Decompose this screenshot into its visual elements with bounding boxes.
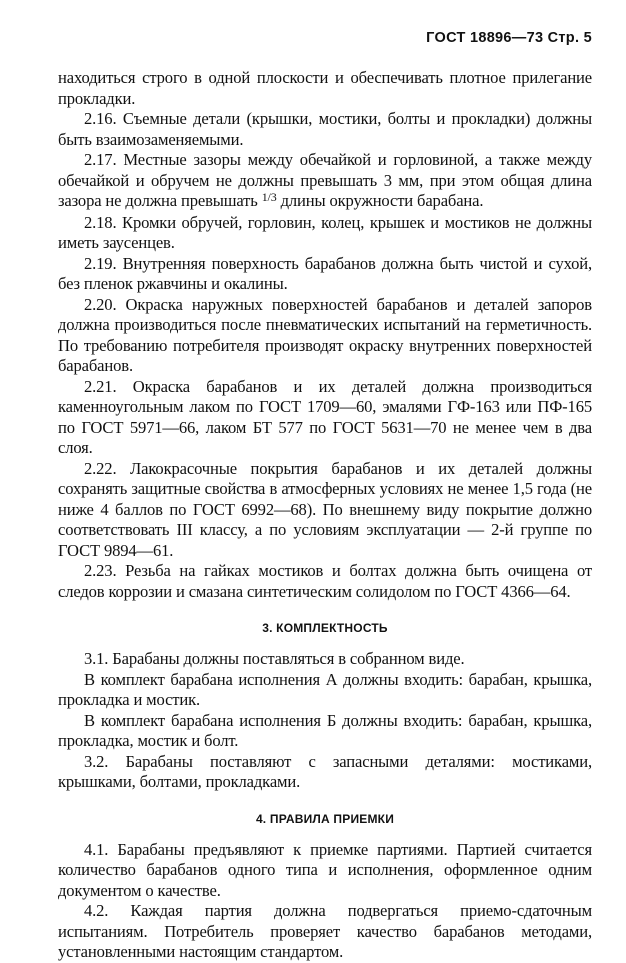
clause-3-1: 3.1. Барабаны должны поставляться в собранном виде. (84, 649, 465, 668)
clause-2-17 (58, 150, 592, 213)
clause-4-2: 4.2. Каждая партия должна подвергаться приемо-сдаточным испытаниям. Потребитель проверяет качество барабанов методами, установленными настоящим стандартом. (58, 901, 592, 961)
clause-2-18: 2.18. Кромки обручей, горловин, колец, крышек и мостиков не должны иметь заусенцев. (58, 212, 592, 252)
section-heading-acceptance: 4. ПРАВИЛА ПРИЕМКИ (255, 811, 395, 826)
page-body (58, 68, 592, 963)
clause-2-17-text-b: длины окружности барабана. (276, 191, 484, 210)
fraction-one-third: 1/3 (261, 190, 277, 205)
running-header: ГОСТ 18896—73 Стр. 5 (426, 30, 592, 46)
clause-2-23: 2.23. Резьба на гайках мостиков и болтах должна быть очищена от следов коррозии и смазана синтетическим солидолом по ГОСТ 4366—64. (58, 561, 592, 601)
clause-2-22: 2.22. Лакокрасочные покрытия барабанов и их деталей должны сохранять защитные свойства в атмосферных условиях не менее 1,5 года (не ниже 4 баллов по ГОСТ 6992—68). По внешнему виду покрытие должно соответствовать III классу, а по условиям эксплуатации — 2-й группе по ГОСТ 9894—61. (58, 458, 592, 560)
clause-2-21: 2.21. Окраска барабанов и их деталей должна производиться каменноугольным лаком по ГОСТ 1709—60, эмалями ГФ-163 или ПФ-165 по ГОСТ 5971—66, лаком БТ 577 по ГОСТ 5631—70 не менее чем в два слоя. (58, 376, 592, 457)
clause-2-17-text-a: 2.17. Местные зазоры между обечайкой и горловиной, а также между обечайкой и обручем не должны превышать 3 мм, при этом общая длина зазора не должна превышать (58, 150, 592, 210)
section-heading-completeness: 3. КОМПЛЕКТНОСТЬ (262, 621, 388, 635)
continued-paragraph: находиться строго в одной плоскости и обеспечивать плотное прилегание прокладки. (58, 68, 592, 108)
clause-3-2: 3.2. Барабаны поставляют с запасными деталями: мостиками, крышками, болтами, прокладками. (58, 751, 592, 791)
kit-variant-a: В комплект барабана исполнения А должны входить: барабан, крышка, прокладка и мостик. (58, 669, 592, 709)
clause-2-16: 2.16. Съемные детали (крышки, мостики, болты и прокладки) должны быть взаимозаменяемыми. (58, 109, 592, 149)
clause-4-1: 4.1. Барабаны предъявляют к приемке партиями. Партией считается количество барабанов одного типа и исполнения, оформленное одним документом о качестве. (58, 839, 592, 900)
kit-variant-b: В комплект барабана исполнения Б должны входить: барабан, крышка, прокладка, мостик и болт. (58, 710, 592, 750)
clause-2-19: 2.19. Внутренняя поверхность барабанов должна быть чистой и сухой, без пленок ржавчины и окалины. (58, 253, 592, 293)
clause-2-20: 2.20. Окраска наружных поверхностей барабанов и деталей запоров должна производиться после пневматических испытаний на герметичность. По требованию потребителя производят окраску внутренних поверхностей барабанов. (58, 294, 592, 375)
